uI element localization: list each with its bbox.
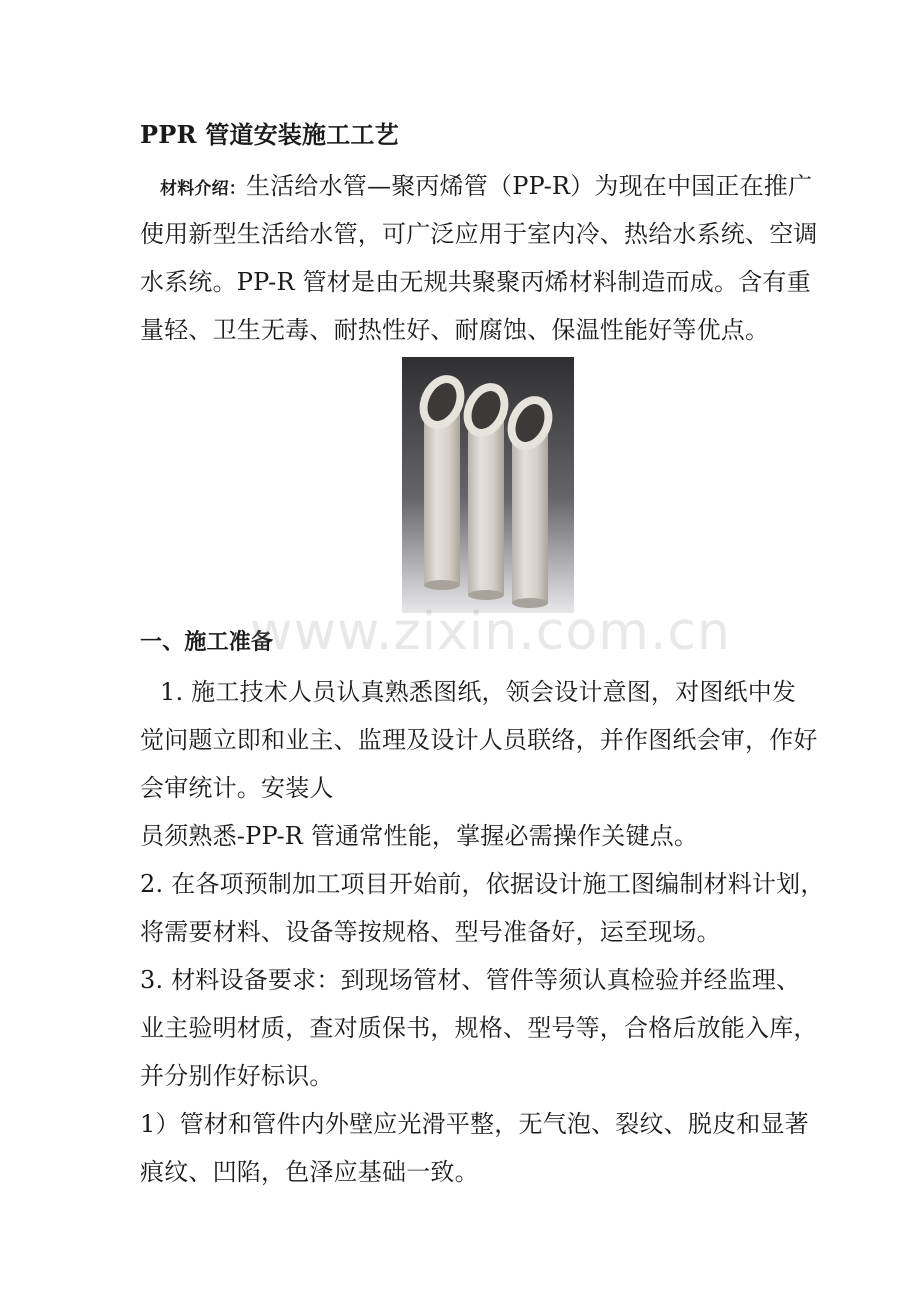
- item3-line-1: 3. 材料设备要求：到现场管材、管件等须认真检验并经监理、: [140, 966, 801, 994]
- intro-line-1: [160, 171, 812, 204]
- item1-line-3: 会审统计。安装人: [140, 774, 334, 802]
- item1-line-1: 1. 施工技术人员认真熟悉图纸，领会设计意图，对图纸中发: [160, 678, 797, 706]
- intro-label: 材料介绍：: [160, 179, 246, 199]
- item1-line-4: 员须熟悉-PP-R 管通常性能，掌握必需操作关键点。: [140, 822, 699, 850]
- intro-text-1: 生活给水管—聚丙烯管（PP-R）为现在中国正在推广: [246, 172, 813, 200]
- pipe-photo: [402, 357, 574, 613]
- document-title: PPR 管道安装施工工艺: [140, 120, 399, 149]
- section-heading: 一、施工准备: [140, 630, 274, 655]
- intro-line-2: 使用新型生活给水管，可广泛应用于室内冷、热给水系统、空调: [140, 220, 818, 248]
- item3-line-2: 业主验明材质，查对质保书，规格、型号等，合格后放能入库，: [140, 1014, 818, 1042]
- item2-line-1: 2. 在各项预制加工项目开始前，依据设计施工图编制材料计划，: [140, 870, 825, 898]
- item3-line-3: 并分别作好标识。: [140, 1062, 334, 1090]
- sub1-line-1: 1）管材和管件内外壁应光滑平整，无气泡、裂纹、脱皮和显著: [140, 1110, 809, 1138]
- intro-line-4: 量轻、卫生无毒、耐热性好、耐腐蚀、保温性能好等优点。: [140, 316, 770, 344]
- intro-line-3: 水系统。PP-R 管材是由无规共聚聚丙烯材料制造而成。含有重: [140, 268, 811, 296]
- item1-line-2: 觉问题立即和业主、监理及设计人员联络，并作图纸会审，作好: [140, 726, 818, 754]
- sub1-line-2: 痕纹、凹陷，色泽应基础一致。: [140, 1158, 479, 1186]
- item2-line-2: 将需要材料、设备等按规格、型号准备好，运至现场。: [140, 918, 721, 946]
- watermark: www.zixin.com.cn: [250, 602, 731, 662]
